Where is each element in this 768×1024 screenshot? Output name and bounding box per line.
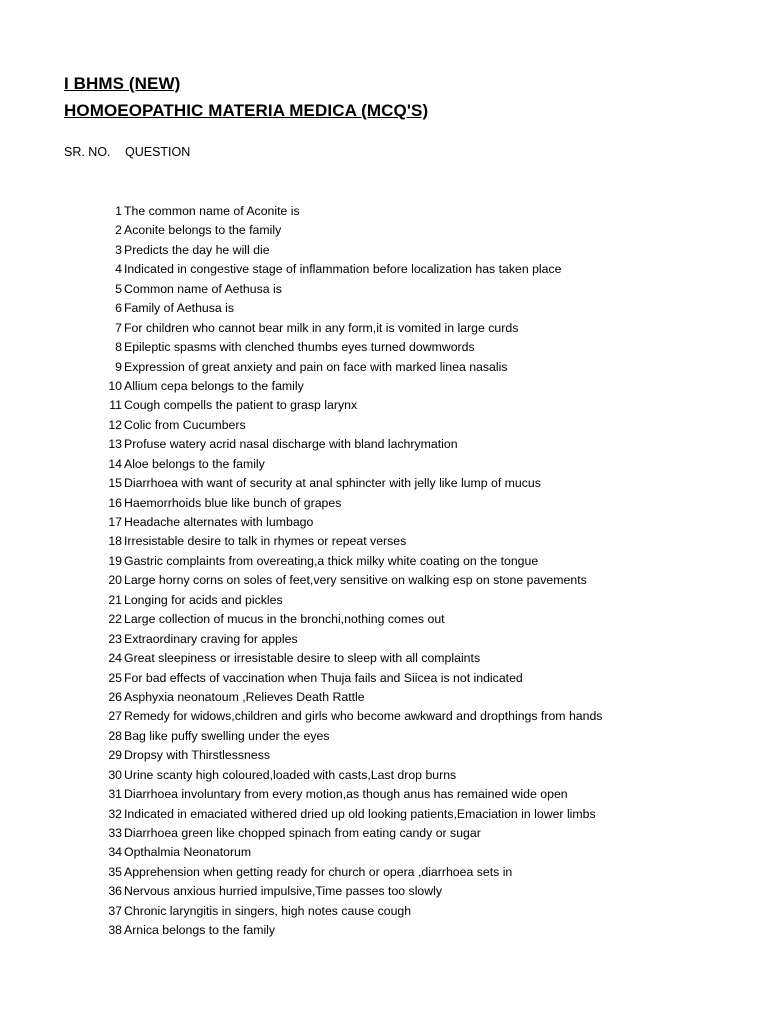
question-row [100, 902, 760, 921]
question-row [100, 882, 760, 901]
question-row [100, 688, 760, 707]
question-text: Aconite belongs to the family [124, 223, 282, 238]
question-row [100, 727, 760, 746]
question-row [100, 494, 760, 513]
question-number: 24 [108, 651, 122, 666]
question-number: 36 [108, 884, 122, 899]
question-text: Cough compells the patient to grasp larynx [124, 398, 358, 413]
question-number: 21 [108, 592, 122, 607]
question-text: Indicated in emaciated withered dried up old looking patients,Emaciation in lower limbs [124, 806, 596, 821]
question-row [100, 766, 760, 785]
question-number: 22 [108, 612, 122, 627]
question-number: 6 [115, 301, 122, 316]
question-row [100, 474, 760, 493]
question-text: Gastric complaints from overeating,a thick milky white coating on the tongue [124, 553, 539, 568]
question-text: Diarrhoea with want of security at anal sphincter with jelly like lump of mucus [124, 476, 541, 491]
question-row [100, 280, 760, 299]
question-number: 23 [108, 631, 122, 646]
question-text: Colic from Cucumbers [124, 417, 246, 432]
question-text: Expression of great anxiety and pain on face with marked linea nasalis [124, 359, 508, 374]
question-number: 34 [108, 845, 122, 860]
question-number: 2 [115, 223, 122, 238]
question-row [100, 396, 760, 415]
question-row [100, 532, 760, 551]
question-number: 5 [115, 281, 122, 296]
question-row [100, 785, 760, 804]
question-row [100, 921, 760, 940]
question-text: Great sleepiness or irresistable desire to sleep with all complaints [124, 651, 481, 666]
question-number: 9 [115, 359, 122, 374]
question-row [100, 455, 760, 474]
question-list [100, 202, 760, 941]
question-text: Predicts the day he will die [124, 242, 270, 257]
question-row [100, 571, 760, 590]
question-text: Nervous anxious hurried impulsive,Time passes too slowly [124, 884, 443, 899]
question-number: 29 [108, 748, 122, 763]
question-number: 28 [108, 728, 122, 743]
question-text: Dropsy with Thirstlessness [124, 748, 271, 763]
question-row [100, 299, 760, 318]
question-text: Irresistable desire to talk in rhymes or repeat verses [124, 534, 407, 549]
header-sr-no: SR. NO. [64, 145, 111, 159]
question-text: Epileptic spasms with clenched thumbs eyes turned dowmwords [124, 340, 475, 355]
question-text: Bag like puffy swelling under the eyes [124, 728, 330, 743]
question-number: 1 [115, 204, 122, 218]
question-text: Chronic laryngitis in singers, high notes cause cough [124, 903, 412, 918]
document-title-line2: HOMOEOPATHIC MATERIA MEDICA (MCQ'S) [64, 101, 429, 120]
question-text: Arnica belongs to the family [124, 923, 276, 938]
question-number: 4 [115, 262, 122, 277]
question-row [100, 260, 760, 279]
question-number: 26 [108, 689, 122, 704]
question-text: For children who cannot bear milk in any form,it is vomited in large curds [124, 320, 519, 335]
question-number: 20 [108, 573, 122, 588]
question-row [100, 824, 760, 843]
question-number: 14 [108, 456, 122, 471]
question-number: 15 [108, 476, 122, 491]
question-row [100, 863, 760, 882]
question-number: 12 [108, 417, 122, 432]
question-text: Allium cepa belongs to the family [124, 378, 304, 393]
question-row [100, 649, 760, 668]
question-text: Large collection of mucus in the bronchi,nothing comes out [124, 612, 445, 627]
question-text: Aloe belongs to the family [124, 456, 265, 471]
question-text: Remedy for widows,children and girls who become awkward and dropthings from hands [124, 709, 603, 724]
question-number: 31 [108, 787, 122, 802]
document-title-line1: I BHMS (NEW) [64, 74, 181, 93]
question-text: Opthalmia Neonatorum [124, 845, 252, 860]
question-text: Asphyxia neonatoum ,Relieves Death Rattle [124, 689, 365, 704]
question-row [100, 358, 760, 377]
question-row [100, 552, 760, 571]
question-row [100, 338, 760, 357]
question-number: 8 [115, 340, 122, 355]
question-text: Longing for acids and pickles [124, 592, 283, 607]
question-row [100, 435, 760, 454]
question-text: Large horny corns on soles of feet,very sensitive on walking esp on stone pavements [124, 573, 587, 588]
question-row [100, 707, 760, 726]
question-row [100, 513, 760, 532]
question-number: 17 [108, 515, 122, 529]
question-text: Indicated in congestive stage of inflammation before localization has taken place [124, 262, 562, 277]
question-text: Diarrhoea green like chopped spinach from eating candy or sugar [124, 826, 481, 840]
question-text: Common name of Aethusa is [124, 281, 282, 296]
question-number: 16 [108, 495, 122, 510]
question-row [100, 630, 760, 649]
question-row [100, 319, 760, 338]
question-row [100, 805, 760, 824]
question-row [100, 591, 760, 610]
question-text: For bad effects of vaccination when Thuja fails and Siicea is not indicated [124, 670, 523, 685]
question-number: 13 [108, 437, 122, 452]
question-number: 37 [108, 903, 122, 918]
question-row [100, 202, 760, 221]
question-number: 30 [108, 767, 122, 782]
question-number: 7 [115, 320, 122, 335]
question-row [100, 377, 760, 396]
question-row [100, 221, 760, 240]
question-number: 33 [108, 826, 122, 840]
question-row [100, 241, 760, 260]
question-row [100, 610, 760, 629]
question-number: 10 [108, 378, 122, 393]
question-text: Urine scanty high coloured,loaded with casts,Last drop burns [124, 767, 457, 782]
header-question: QUESTION [125, 145, 191, 159]
question-text: Extraordinary craving for apples [124, 631, 298, 646]
question-text: Family of Aethusa is [124, 301, 235, 316]
question-number: 35 [108, 864, 122, 879]
question-text: Headache alternates with lumbago [124, 515, 314, 529]
question-number: 19 [108, 553, 122, 568]
question-row [100, 746, 760, 765]
question-number: 32 [108, 806, 122, 821]
question-text: Diarrhoea involuntary from every motion,as though anus has remained wide open [124, 787, 568, 802]
question-text: Profuse watery acrid nasal discharge with bland lachrymation [124, 437, 458, 452]
question-row [100, 669, 760, 688]
question-row [100, 416, 760, 435]
question-number: 3 [115, 242, 122, 257]
question-text: Haemorrhoids blue like bunch of grapes [124, 495, 342, 510]
question-text: Apprehension when getting ready for church or opera ,diarrhoea sets in [124, 864, 513, 879]
question-number: 18 [108, 534, 122, 549]
question-row [100, 843, 760, 862]
question-number: 11 [109, 398, 122, 413]
question-number: 38 [108, 923, 122, 938]
question-number: 27 [108, 709, 122, 724]
question-number: 25 [108, 670, 122, 685]
question-text: The common name of Aconite is [124, 204, 300, 218]
